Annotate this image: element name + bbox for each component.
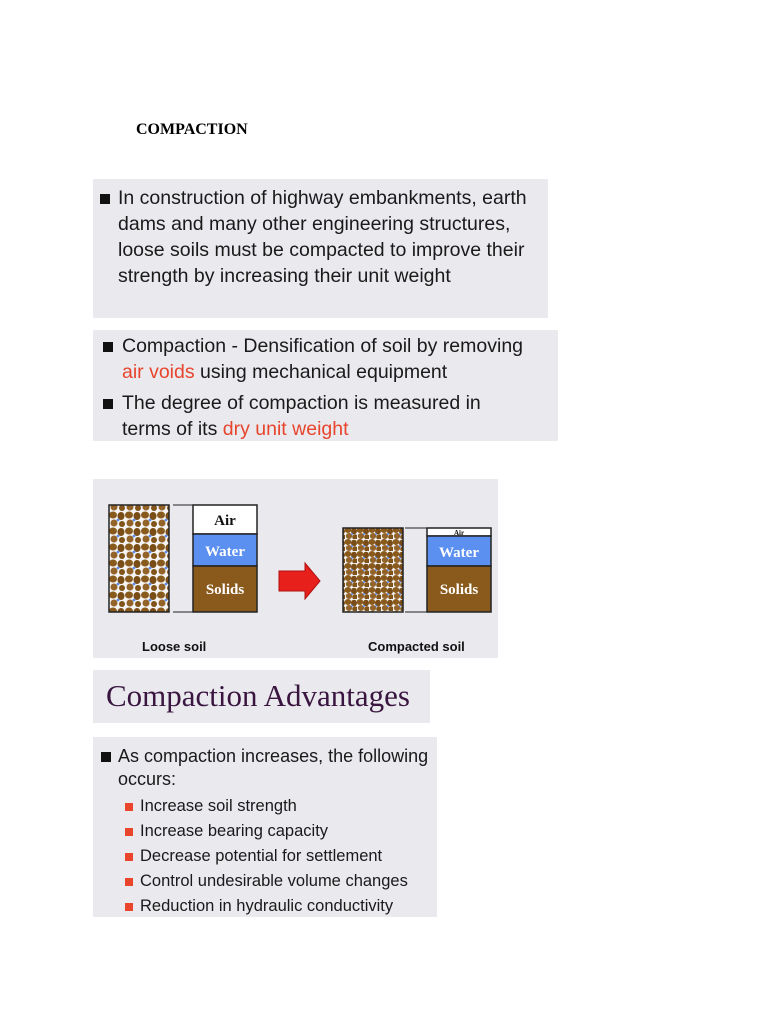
list-item (125, 794, 297, 819)
loose-soil-caption: Loose soil (142, 639, 207, 654)
definition-line-2 (122, 359, 558, 385)
advantage-text: Increase bearing capacity (140, 822, 329, 840)
dry-unit-weight-highlight: dry unit weight (222, 418, 349, 440)
advantages-title-panel (93, 670, 430, 723)
list-item (125, 869, 408, 894)
degree-bullet (122, 390, 558, 442)
red-bullet-icon (125, 878, 133, 886)
advantage-text: Increase soil strength (140, 797, 297, 815)
red-bullet-icon (125, 828, 133, 836)
advantage-text: Control undesirable volume changes (140, 872, 408, 890)
page-title: COMPACTION (136, 121, 248, 138)
slide-definition (93, 330, 558, 441)
compacted-water-label: Water (439, 545, 479, 561)
advantages-intro-line-1: As compaction increases, the following (118, 746, 429, 766)
air-voids-highlight: air voids (122, 361, 195, 383)
red-bullet-icon (125, 903, 133, 911)
bullet-square-icon (101, 752, 111, 762)
list-item (125, 844, 382, 869)
bullet-square-icon (100, 194, 110, 204)
definition-line-2-rest: using mechanical equipment (194, 361, 448, 383)
construction-text: In construction of highway embankments, earth dams and many other engineering structures, loose soils must be compacted to improve their strength by increasing their unit weight (118, 187, 527, 287)
compaction-arrow-icon (279, 563, 320, 599)
definition-line-1: Compaction - Densification of soil by removing (122, 335, 524, 357)
phase-diagram-svg (93, 479, 498, 658)
red-bullet-icon (125, 803, 133, 811)
advantage-text: Reduction in hydraulic conductivity (140, 897, 394, 915)
red-bullet-icon (125, 853, 133, 861)
loose-solids-label: Solids (205, 582, 245, 598)
advantages-intro (118, 745, 428, 791)
advantages-title: Compaction Advantages (106, 678, 410, 713)
degree-line-2-text: terms of its (122, 418, 223, 440)
loose-air-label: Air (214, 513, 236, 529)
list-item (125, 894, 393, 919)
compacted-soil-caption: Compacted soil (368, 639, 465, 654)
advantage-text: Decrease potential for settlement (140, 847, 383, 865)
list-item (125, 819, 328, 844)
bullet-square-icon (103, 342, 113, 352)
compacted-soil-sample (343, 528, 403, 612)
advantages-intro-line-2: occurs: (118, 769, 177, 789)
degree-line-1: The degree of compaction is measured in (122, 392, 481, 414)
soil-phase-diagram (93, 479, 498, 658)
compacted-solids-label: Solids (439, 582, 479, 598)
loose-soil-sample (109, 505, 169, 612)
compacted-air-label: Air (453, 529, 465, 537)
definition-bullet (122, 333, 558, 385)
slide-construction (93, 179, 548, 318)
degree-line-2 (122, 416, 558, 442)
bullet-square-icon (103, 399, 113, 409)
loose-water-label: Water (205, 544, 245, 560)
advantages-list-panel (93, 737, 437, 917)
